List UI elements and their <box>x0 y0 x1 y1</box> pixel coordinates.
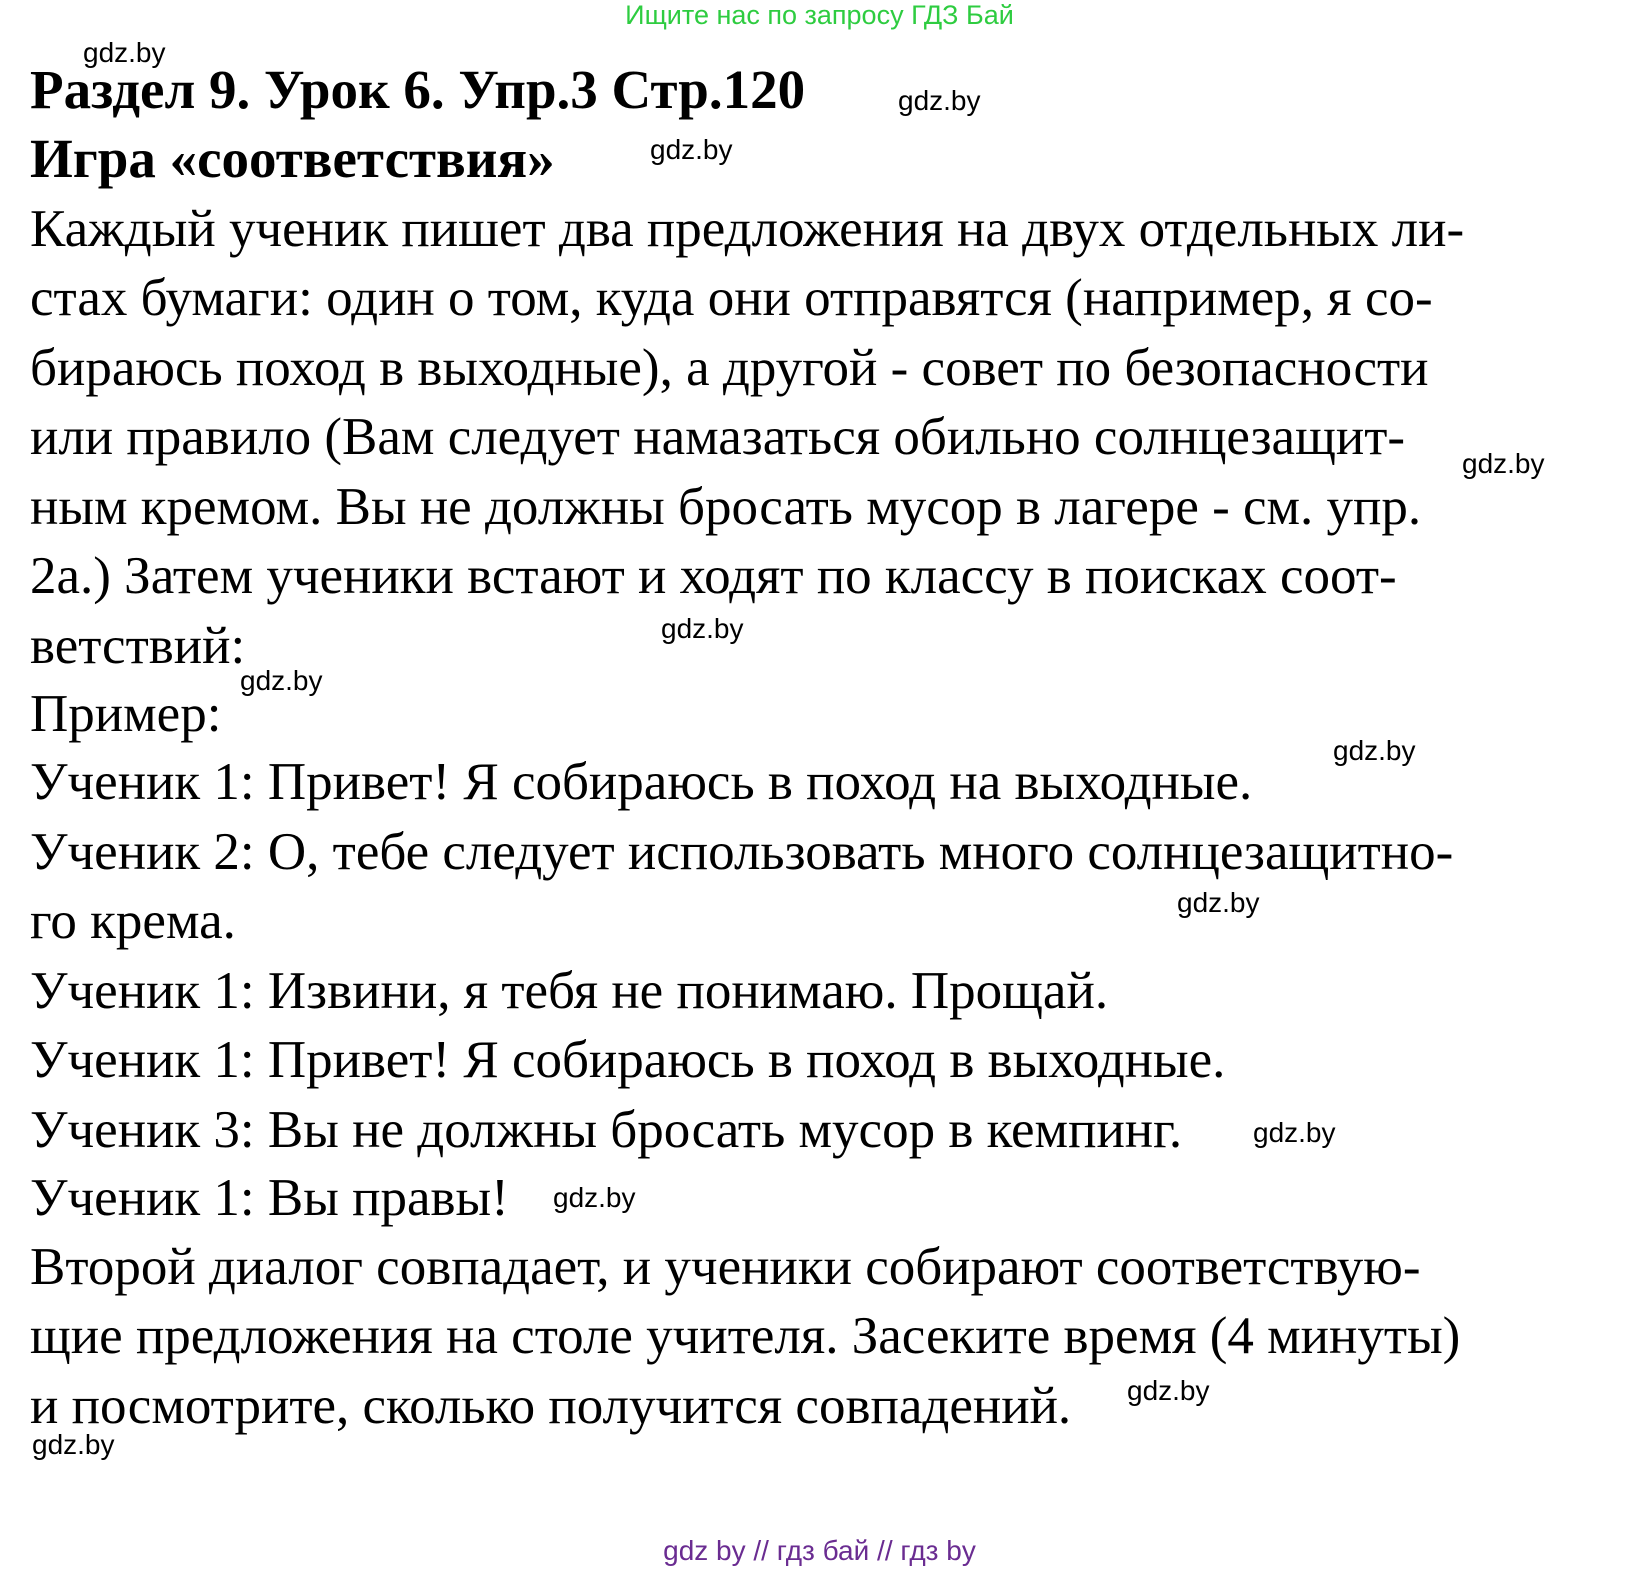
watermark: gdz.by <box>1177 887 1260 918</box>
watermark: gdz.by <box>1253 1117 1336 1148</box>
dialogue-line: Ученик 1: Вы правы! <box>30 1169 509 1227</box>
watermark: gdz.by <box>1127 1375 1210 1406</box>
paragraph-line: стах бумаги: один о том, куда они отправятся (например, я со- <box>30 269 1433 327</box>
paragraph-line: или правило (Вам следует намазаться обильно солнцезащит- <box>30 408 1406 466</box>
paragraph-line: бираюсь поход в выходные), а другой - совет по безопасности <box>30 339 1429 397</box>
watermark: gdz.by <box>650 134 733 165</box>
watermark: gdz.by <box>1333 735 1416 766</box>
dialogue-line: Ученик 3: Вы не должны бросать мусор в кемпинг. <box>30 1101 1183 1159</box>
watermark: gdz.by <box>83 37 166 68</box>
top-banner: Ищите нас по запросу ГДЗ Бай <box>625 0 1014 30</box>
paragraph-line: Второй диалог совпадает, и ученики собирают соответствую- <box>30 1238 1421 1296</box>
watermark: gdz.by <box>240 665 323 696</box>
dialogue-line: Ученик 1: Привет! Я собираюсь в поход на выходные. <box>30 753 1253 811</box>
page-subtitle: Игра «соответствия» <box>30 128 555 189</box>
watermark: gdz.by <box>898 85 981 116</box>
paragraph-line: Каждый ученик пишет два предложения на двух отдельных ли- <box>30 200 1465 258</box>
dialogue-line: го крема. <box>30 892 236 950</box>
paragraph-line: 2а.) Затем ученики встают и ходят по классу в поисках соот- <box>30 547 1397 605</box>
watermark: gdz.by <box>1462 448 1545 479</box>
example-label: Пример: <box>30 685 222 743</box>
footer-links: gdz by // гдз бай // гдз by <box>663 1535 976 1566</box>
watermark: gdz.by <box>553 1182 636 1213</box>
watermark: gdz.by <box>661 613 744 644</box>
paragraph-line: ным кремом. Вы не должны бросать мусор в лагере - см. упр. <box>30 478 1422 536</box>
paragraph-line: щие предложения на столе учителя. Засеките время (4 минуты) <box>30 1307 1461 1365</box>
page-title: Раздел 9. Урок 6. Упр.3 Стр.120 <box>30 59 806 120</box>
dialogue-line: Ученик 1: Извини, я тебя не понимаю. Прощай. <box>30 962 1109 1020</box>
paragraph-line: ветствий: <box>30 617 246 675</box>
dialogue-line: Ученик 2: О, тебе следует использовать много солнцезащитно- <box>30 823 1454 881</box>
paragraph-line: и посмотрите, сколько получится совпадений. <box>30 1377 1072 1435</box>
watermark: gdz.by <box>32 1429 115 1460</box>
dialogue-line: Ученик 1: Привет! Я собираюсь в поход в выходные. <box>30 1031 1226 1089</box>
